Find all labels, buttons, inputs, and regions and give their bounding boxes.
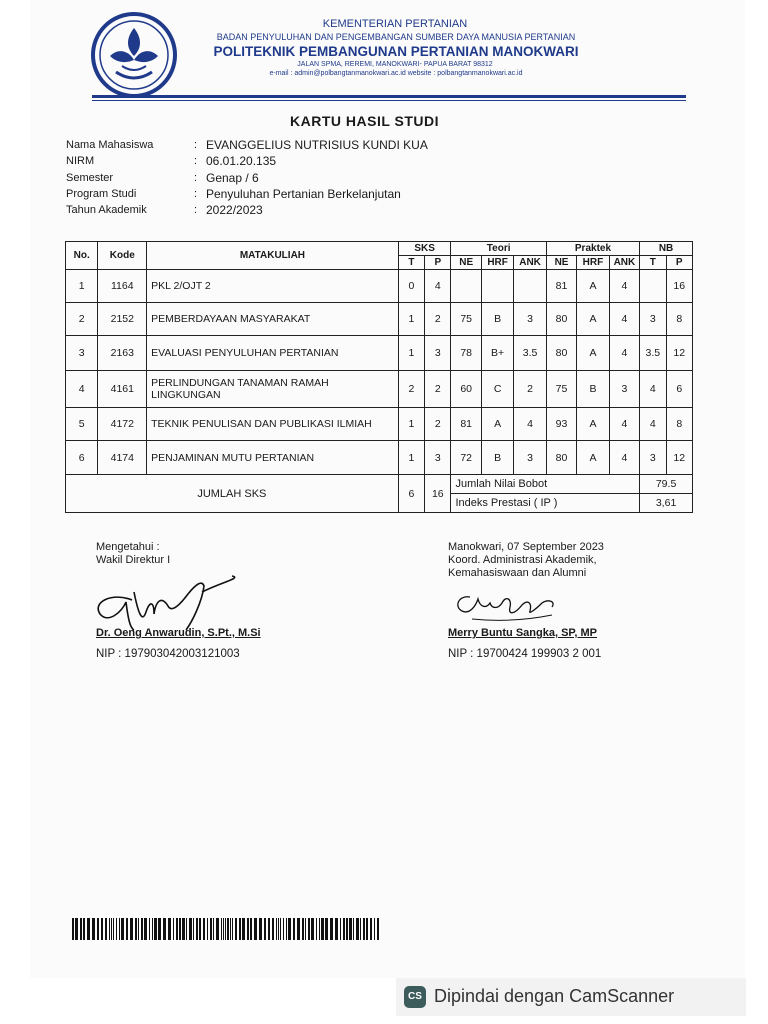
info-label: NIRM [66, 155, 95, 168]
row-teori-ne: 75 [451, 303, 481, 336]
table-row [66, 270, 693, 303]
row-nb-p: 12 [666, 441, 693, 475]
row-nb-p: 12 [666, 336, 693, 371]
header-sks-p: P [425, 256, 451, 270]
info-label: Nama Mahasiswa [66, 139, 154, 151]
sign-right-block [448, 541, 604, 580]
row-nb-t: 4 [640, 371, 666, 408]
row-nb-p: 16 [666, 270, 693, 303]
header-praktek-ne: NE [546, 256, 576, 270]
header-nb-p: P [666, 256, 693, 270]
header-teori-hrf: HRF [481, 256, 513, 270]
row-kode: 4172 [98, 408, 147, 441]
ministry-name: KEMENTERIAN PERTANIAN [322, 18, 468, 30]
info-value: 2022/2023 [206, 203, 263, 218]
row-praktek-ne: 75 [546, 371, 576, 408]
info-label: Program Studi [66, 187, 137, 200]
info-value: Genap / 6 [206, 170, 259, 185]
table-row [66, 408, 693, 441]
school-name: POLITEKNIK PEMBANGUNAN PERTANIAN MANOKWARI [213, 44, 579, 59]
row-sks-p: 2 [425, 303, 451, 336]
bobot-label: Jumlah Nilai Bobot [451, 475, 640, 494]
row-praktek-ank: 4 [609, 303, 639, 336]
row-teori-ne [451, 270, 481, 303]
sign-right-nip: NIP : 19700424 199903 2 001 [448, 648, 602, 660]
row-teori-hrf: B+ [481, 336, 513, 371]
table-row [66, 441, 693, 475]
row-praktek-hrf: A [577, 441, 609, 475]
sign-right-name-block [448, 627, 597, 640]
total-sks-p: 16 [425, 475, 451, 513]
row-kode: 4174 [98, 441, 147, 475]
header-nb-t: T [640, 256, 666, 270]
row-nb-t [640, 270, 666, 303]
row-matakuliah: PENJAMINAN MUTU PERTANIAN [147, 441, 399, 475]
bobot-value: 79.5 [640, 475, 693, 494]
header-praktek-ank: ANK [609, 256, 639, 270]
info-row [66, 170, 428, 186]
student-info [66, 137, 428, 218]
row-matakuliah: TEKNIK PENULISAN DAN PUBLIKASI ILMIAH [147, 408, 399, 441]
info-sep: : [194, 139, 198, 151]
row-nb-p: 8 [666, 303, 693, 336]
row-teori-hrf: A [481, 408, 513, 441]
info-row [66, 202, 428, 218]
sign-left-block [96, 541, 170, 567]
row-no: 4 [66, 371, 98, 408]
row-teori-ne: 60 [451, 371, 481, 408]
row-matakuliah: PEMBERDAYAAN MASYARAKAT [147, 303, 399, 336]
row-no: 1 [66, 270, 98, 303]
row-teori-ank: 3 [514, 441, 546, 475]
polbangtan-logo-icon [88, 10, 180, 100]
row-sks-t: 0 [398, 270, 424, 303]
row-teori-ank: 2 [514, 371, 546, 408]
row-praktek-ne: 81 [546, 270, 576, 303]
header-praktek-hrf: HRF [577, 256, 609, 270]
row-no: 6 [66, 441, 98, 475]
row-praktek-ne: 80 [546, 303, 576, 336]
sign-left-line2: Wakil Direktur I [96, 554, 171, 566]
row-matakuliah: EVALUASI PENYULUHAN PERTANIAN [147, 336, 399, 371]
row-praktek-ank: 4 [609, 408, 639, 441]
header-rule-thick [92, 95, 686, 98]
table-row [66, 303, 693, 336]
info-row [66, 137, 428, 153]
table-row [66, 336, 693, 371]
row-matakuliah: PERLINDUNGAN TANAMAN RAMAH LINGKUNGAN [147, 371, 399, 408]
sign-right-line2: Koord. Administrasi Akademik, [448, 554, 597, 566]
sign-left-name: Dr. Oeng Anwarudin, S.Pt., M.Si [96, 627, 261, 639]
row-no: 3 [66, 336, 98, 371]
header-praktek: Praktek [546, 242, 639, 256]
school-contact: e-mail : admin@polbangtanmanokwari.ac.id website : polbangtanmanokwari.ac.id [269, 70, 523, 77]
ip-label: Indeks Prestasi ( IP ) [451, 494, 640, 513]
row-sks-t: 1 [398, 336, 424, 371]
info-label: Tahun Akademik [66, 204, 147, 217]
info-sep: : [194, 171, 198, 184]
row-praktek-ank: 4 [609, 336, 639, 371]
row-praktek-ne: 93 [546, 408, 576, 441]
header-teori-ne: NE [451, 256, 481, 270]
header-matakuliah: MATAKULIAH [147, 242, 399, 270]
row-teori-ank [514, 270, 546, 303]
sign-right-line3: Kemahasiswaan dan Alumni [448, 567, 587, 579]
row-sks-p: 3 [425, 441, 451, 475]
camscanner-logo-icon: CS [404, 986, 426, 1008]
sign-right-line1: Manokwari, 07 September 2023 [448, 541, 604, 553]
sign-left-name-block [96, 627, 261, 640]
row-sks-t: 1 [398, 408, 424, 441]
info-sep: : [194, 204, 198, 217]
row-nb-t: 3 [640, 303, 666, 336]
row-sks-p: 2 [425, 371, 451, 408]
table-row [66, 371, 693, 408]
signature-left-icon [92, 572, 252, 632]
row-nb-t: 4 [640, 408, 666, 441]
row-nb-t: 3 [640, 441, 666, 475]
row-praktek-ank: 4 [609, 270, 639, 303]
row-kode: 2152 [98, 303, 147, 336]
row-no: 2 [66, 303, 98, 336]
header-kode: Kode [98, 242, 147, 270]
info-row [66, 153, 428, 169]
info-value: 06.01.20.135 [206, 154, 277, 169]
row-teori-hrf: B [481, 441, 513, 475]
row-kode: 1164 [98, 270, 147, 303]
info-sep: : [194, 187, 198, 200]
header-sks: SKS [398, 242, 451, 256]
row-sks-p: 3 [425, 336, 451, 371]
row-nb-p: 8 [666, 408, 693, 441]
info-value: EVANGGELIUS NUTRISIUS KUNDI KUA [206, 138, 428, 152]
info-row [66, 186, 428, 202]
header-no: No. [66, 242, 98, 270]
ip-value: 3,61 [640, 494, 693, 513]
row-praktek-ank: 4 [609, 441, 639, 475]
row-teori-ne: 81 [451, 408, 481, 441]
row-sks-t: 1 [398, 303, 424, 336]
row-teori-ank: 3 [514, 303, 546, 336]
row-praktek-hrf: A [577, 336, 609, 371]
info-value: Penyuluhan Pertanian Berkelanjutan [206, 186, 401, 201]
header-teori-ank: ANK [514, 256, 546, 270]
header-teori: Teori [451, 242, 546, 256]
row-praktek-hrf: B [577, 371, 609, 408]
sign-left-line1: Mengetahui : [96, 541, 160, 553]
row-teori-ank: 3.5 [514, 336, 546, 371]
row-sks-p: 4 [425, 270, 451, 303]
row-teori-hrf: C [481, 371, 513, 408]
sign-left-nip: NIP : 197903042003121003 [96, 648, 240, 660]
row-kode: 4161 [98, 371, 147, 408]
sign-right-name: Merry Buntu Sangka, SP, MP [448, 627, 597, 639]
row-matakuliah: PKL 2/OJT 2 [147, 270, 399, 303]
row-praktek-hrf: A [577, 270, 609, 303]
info-label: Semester [66, 171, 114, 184]
row-kode: 2163 [98, 336, 147, 371]
row-sks-t: 1 [398, 441, 424, 475]
row-praktek-ank: 3 [609, 371, 639, 408]
row-praktek-ne: 80 [546, 336, 576, 371]
row-teori-ank: 4 [514, 408, 546, 441]
info-sep: : [194, 155, 198, 168]
row-teori-hrf [481, 270, 513, 303]
row-nb-p: 6 [666, 371, 693, 408]
row-praktek-hrf: A [577, 303, 609, 336]
row-teori-hrf: B [481, 303, 513, 336]
row-sks-p: 2 [425, 408, 451, 441]
row-teori-ne: 72 [451, 441, 481, 475]
row-praktek-ne: 80 [546, 441, 576, 475]
school-address: JALAN SPMA, REREMI, MANOKWARI- PAPUA BARAT 98312 [297, 61, 493, 68]
row-sks-t: 2 [398, 371, 424, 408]
row-no: 5 [66, 408, 98, 441]
camscanner-text: Dipindai dengan CamScanner [434, 986, 675, 1006]
agency-name: BADAN PENYULUHAN DAN PENGEMBANGAN SUMBER DAYA MANUSIA PERTANIAN [216, 32, 576, 42]
signature-right-icon [452, 585, 562, 625]
header-sks-t: T [398, 256, 424, 270]
row-teori-ne: 78 [451, 336, 481, 371]
grades-table [65, 241, 693, 513]
row-praktek-hrf: A [577, 408, 609, 441]
header-nb: NB [640, 242, 693, 256]
document-title: KARTU HASIL STUDI [290, 113, 440, 129]
row-nb-t: 3.5 [640, 336, 666, 371]
barcode-icon [72, 918, 382, 940]
header-rule-thin [92, 100, 686, 101]
total-sks-t: 6 [398, 475, 424, 513]
total-sks-label: JUMLAH SKS [66, 475, 399, 513]
